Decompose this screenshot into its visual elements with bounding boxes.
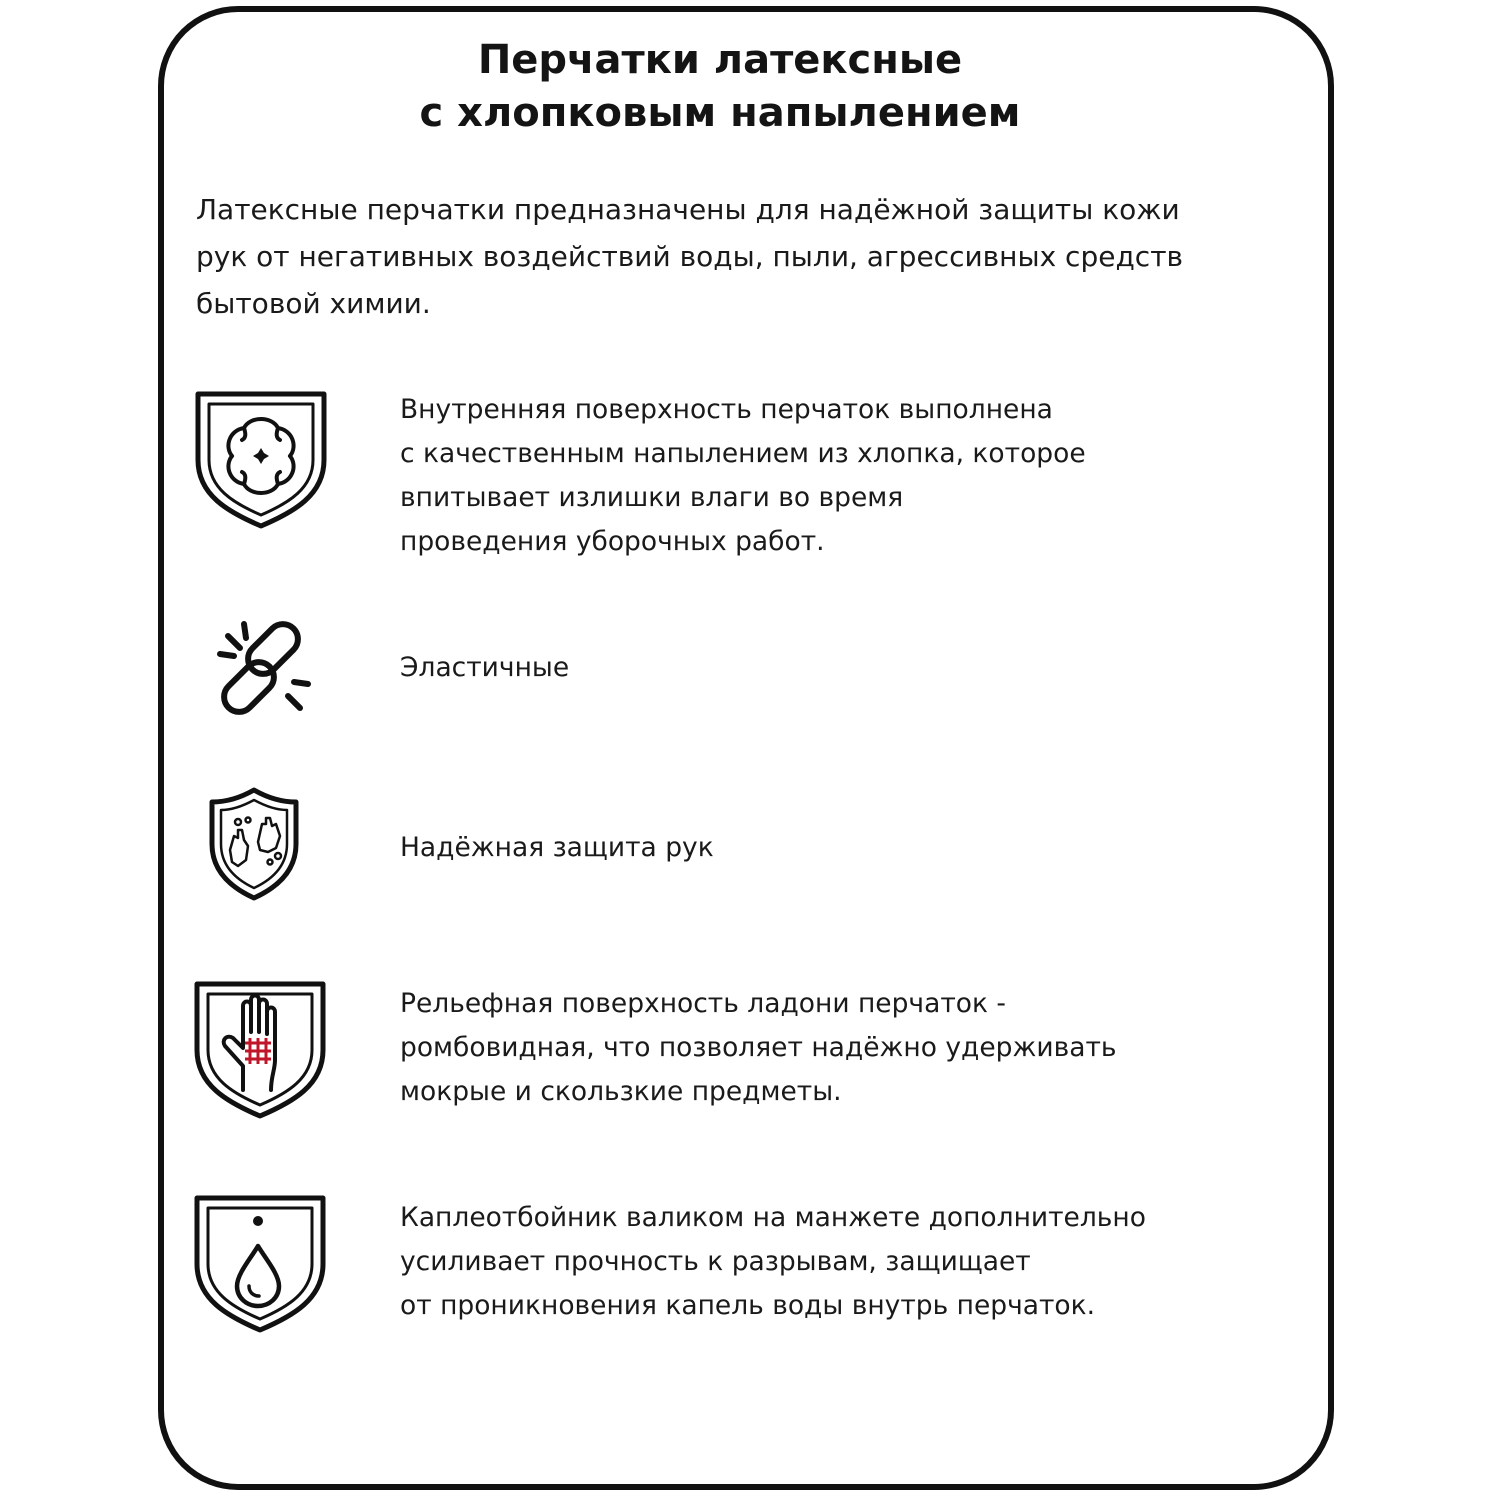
intro-line: Латексные перчатки предназначены для надёжной защиты кожи (196, 193, 1180, 226)
feature-line: Эластичные (400, 652, 570, 683)
feature-line: Каплеотбойник валиком на манжете дополнительно (400, 1202, 1146, 1233)
feature-cotton-text (400, 388, 1086, 564)
feature-line: усиливает прочность к разрывам, защищает (400, 1246, 1031, 1277)
page-title (0, 34, 1440, 140)
feature-drop-text (400, 1196, 1146, 1328)
feature-line: впитывает излишки влаги во время (400, 482, 904, 513)
title-line-2: с хлопковым напылением (419, 90, 1021, 136)
water-drop-shield-icon (193, 1194, 327, 1334)
feature-line: ромбовидная, что позволяет надёжно удерживать (400, 1032, 1117, 1063)
textured-palm-shield-icon (193, 980, 327, 1120)
feature-elastic-text (400, 646, 569, 690)
feature-protection-text (400, 826, 714, 870)
feature-line: Рельефная поверхность ладони перчаток - (400, 988, 1006, 1019)
cotton-shield-icon (194, 390, 328, 530)
feature-line: с качественным напылением из хлопка, которое (400, 438, 1086, 469)
feature-palm-text (400, 982, 1117, 1114)
feature-line: мокрые и скользкие предметы. (400, 1076, 842, 1107)
stretch-link-icon (206, 610, 322, 726)
intro-line: рук от негативных воздействий воды, пыли, агрессивных средств (196, 240, 1184, 273)
intro-paragraph (196, 186, 1306, 327)
intro-line: бытовой химии. (196, 287, 431, 320)
feature-line: Надёжная защита рук (400, 832, 714, 863)
hands-protection-shield-icon (208, 786, 300, 902)
title-line-1: Перчатки латексные (477, 37, 963, 83)
feature-line: от проникновения капель воды внутрь перчаток. (400, 1290, 1096, 1321)
feature-line: Внутренняя поверхность перчаток выполнена (400, 394, 1053, 425)
feature-line: проведения уборочных работ. (400, 526, 825, 557)
